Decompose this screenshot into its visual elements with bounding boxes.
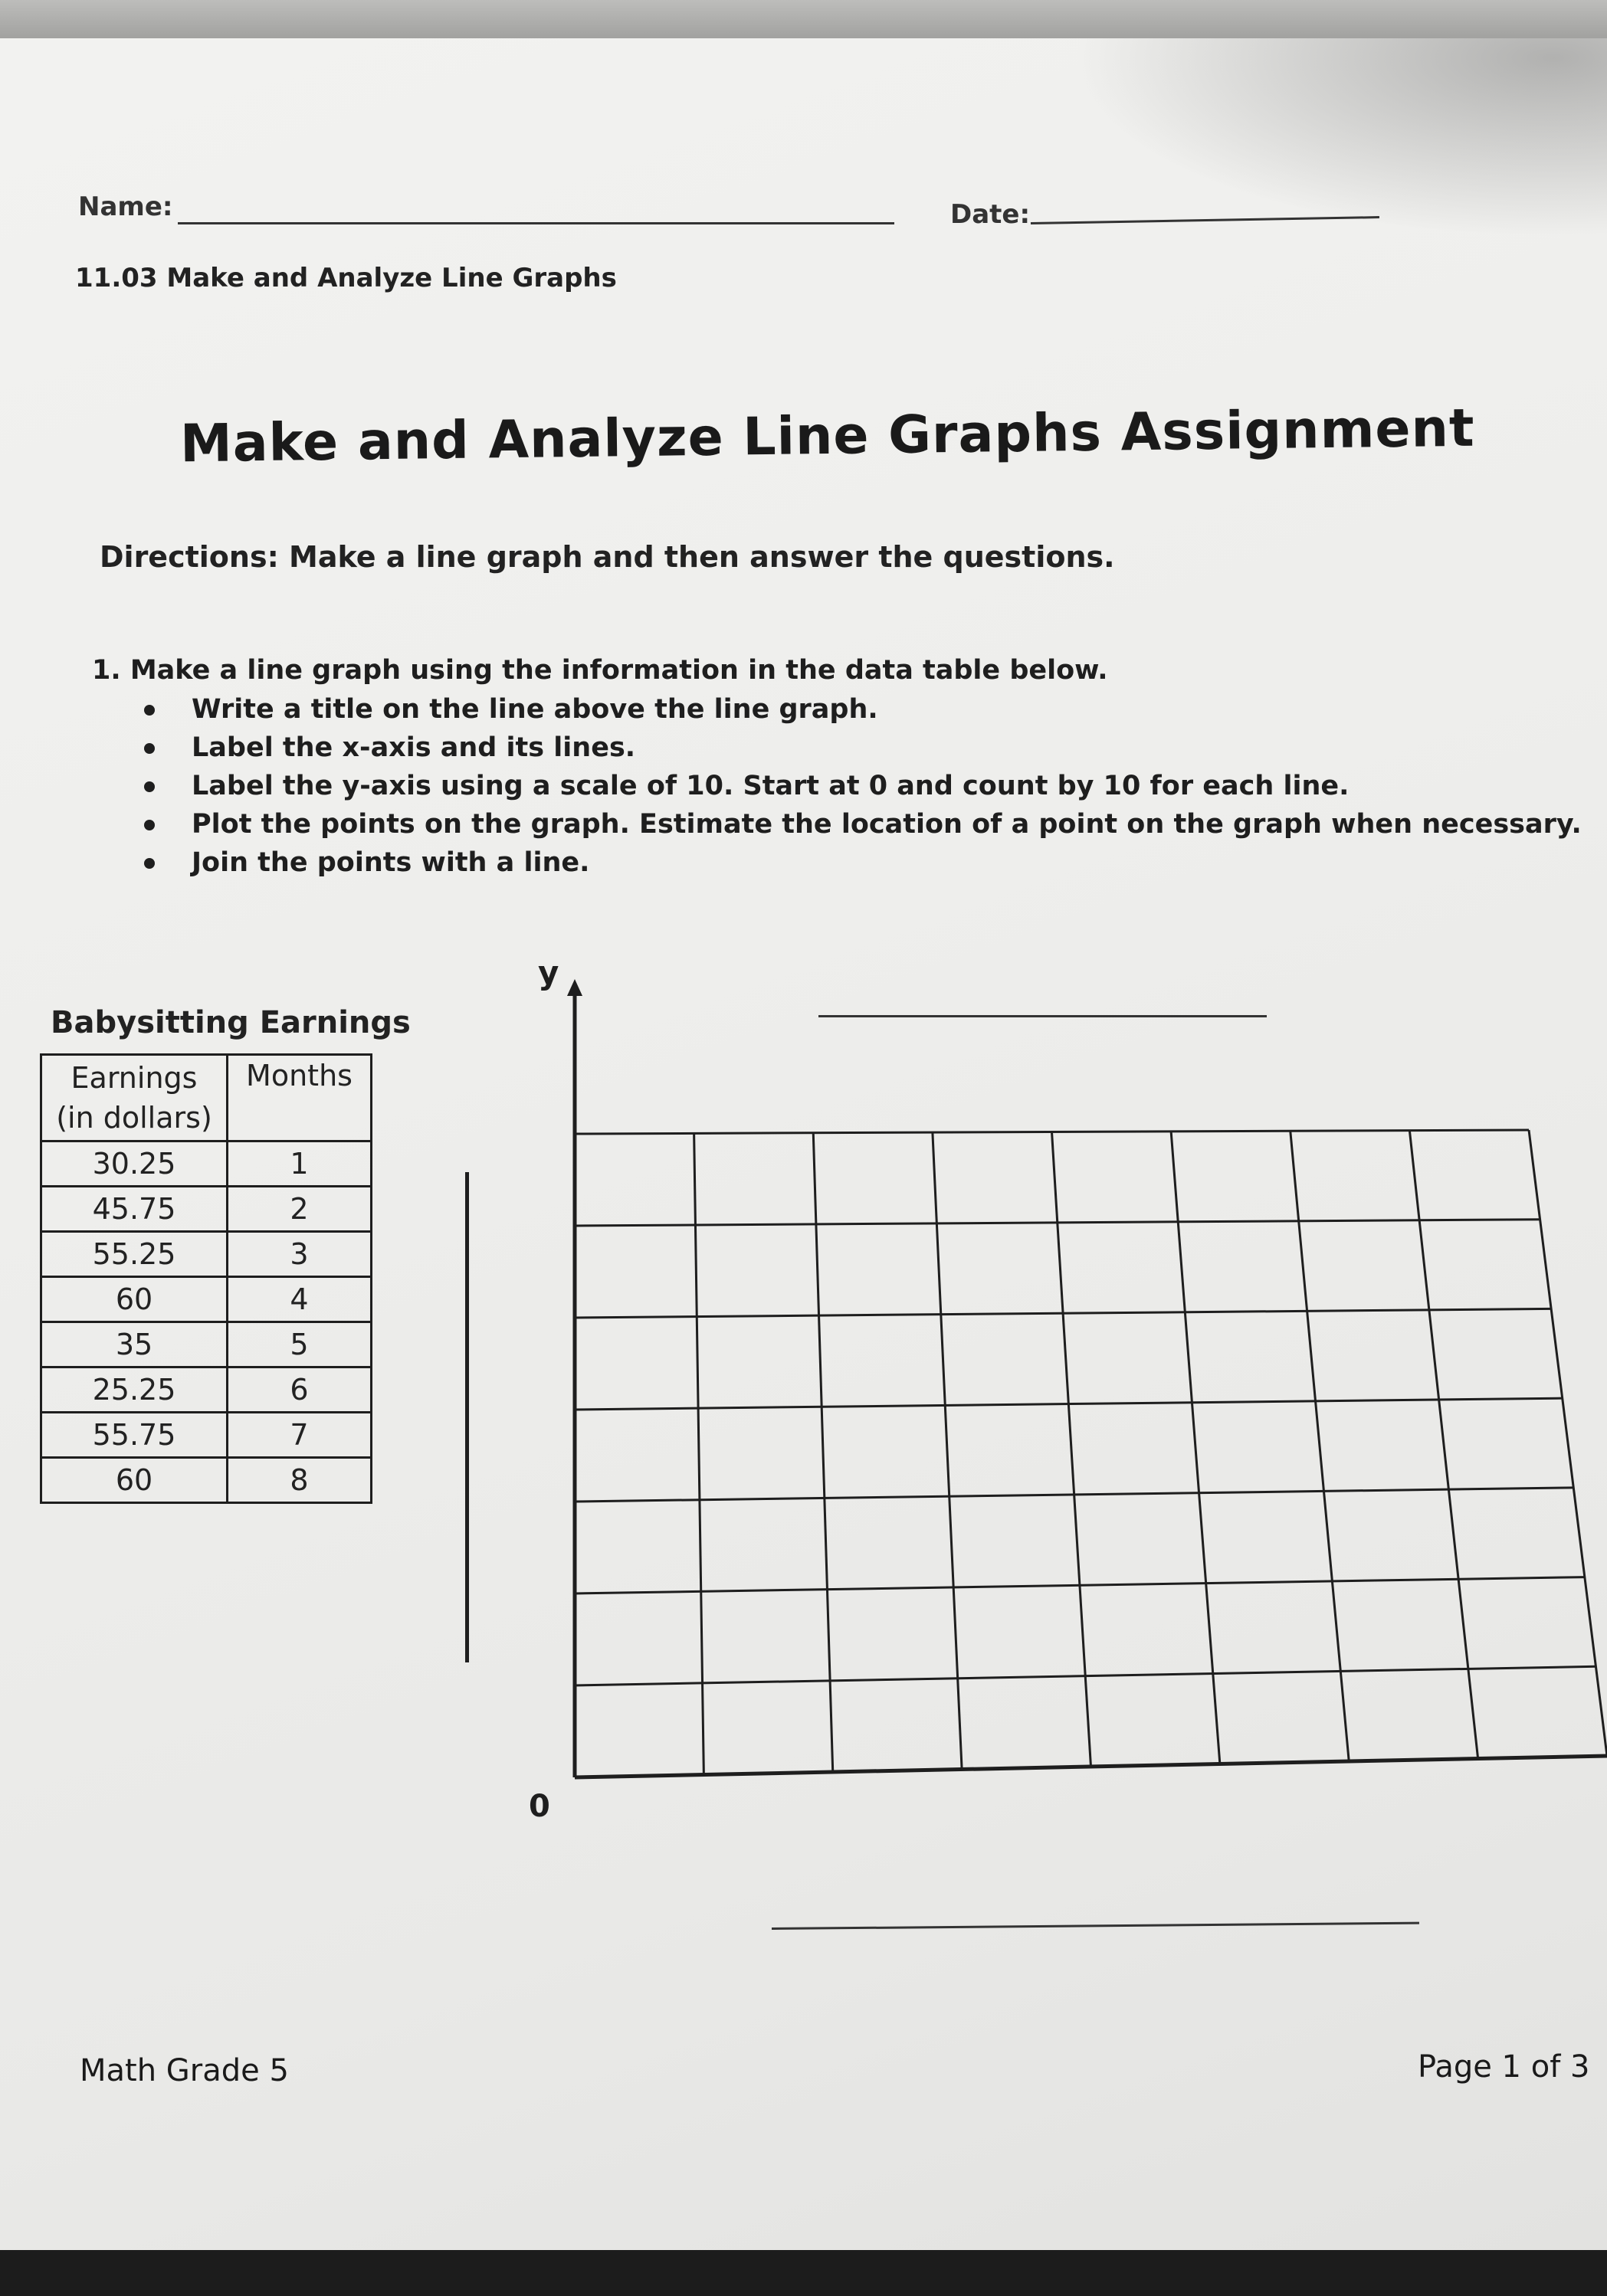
table-row (41, 1187, 372, 1232)
earnings-cell: 30.25 (41, 1141, 228, 1187)
table-title: Babysitting Earnings (51, 1005, 411, 1040)
origin-label: 0 (529, 1789, 550, 1824)
bullet-icon (144, 743, 155, 754)
month-cell: 4 (228, 1277, 372, 1322)
question-1-text: 1. Make a line graph using the information in the data table below. (92, 655, 1108, 686)
month-cell: 5 (228, 1322, 372, 1367)
earnings-cell: 45.75 (41, 1187, 228, 1232)
month-cell: 8 (228, 1458, 372, 1503)
table-surface (0, 2250, 1607, 2296)
name-line[interactable] (178, 222, 894, 224)
month-cell: 1 (228, 1141, 372, 1187)
earnings-cell: 35 (41, 1322, 228, 1367)
earnings-cell: 25.25 (41, 1367, 228, 1413)
instruction-item (192, 847, 1582, 886)
date-label: Date: (950, 199, 1031, 230)
name-label: Name: (78, 192, 173, 222)
table-row (41, 1232, 372, 1277)
month-cell: 2 (228, 1187, 372, 1232)
grid-column-line (1409, 1131, 1477, 1759)
worksheet-page (0, 38, 1607, 2260)
y-axis-label: y (538, 954, 559, 991)
date-line[interactable] (1031, 216, 1379, 224)
table-row (41, 1367, 372, 1413)
table-row (41, 1277, 372, 1322)
grid-column-line (813, 1133, 833, 1772)
table-row (41, 1458, 372, 1503)
month-cell: 6 (228, 1367, 372, 1413)
header-line-2: (in dollars) (56, 1101, 212, 1135)
grid-column-line (1291, 1131, 1350, 1761)
instruction-item (192, 732, 1582, 771)
earnings-cell: 55.25 (41, 1232, 228, 1277)
earnings-table-wrapper (40, 1053, 372, 1504)
instruction-item (192, 771, 1582, 809)
shadow-overlay (1071, 38, 1607, 237)
earnings-cell: 60 (41, 1458, 228, 1503)
grid-column-line (1171, 1132, 1220, 1764)
grid-column-line (1529, 1130, 1607, 1756)
instruction-text: Join the points with a line. (192, 847, 590, 878)
instruction-text: Plot the points on the graph. Estimate the location of a point on the graph when necessary. (192, 809, 1582, 840)
y-axis-arrow-icon (567, 979, 582, 996)
footer-page-number: Page 1 of 3 (1418, 2049, 1590, 2085)
lesson-subtitle: 11.03 Make and Analyze Line Graphs (75, 263, 617, 293)
month-cell: 3 (228, 1232, 372, 1277)
instruction-item (192, 809, 1582, 847)
answer-line[interactable] (772, 1922, 1419, 1930)
table-row (41, 1322, 372, 1367)
grid-column-line (933, 1132, 962, 1769)
earnings-cell: 60 (41, 1277, 228, 1322)
table-row (41, 1413, 372, 1458)
table-row (41, 1141, 372, 1187)
earnings-table (40, 1053, 372, 1504)
month-cell: 7 (228, 1413, 372, 1458)
grid-column-line (694, 1133, 704, 1774)
grid-lines (575, 1130, 1607, 1777)
earnings-column-header (41, 1055, 228, 1141)
grid-column-line (1052, 1132, 1091, 1767)
instruction-text: Label the x-axis and its lines. (192, 732, 636, 763)
earnings-cell: 55.75 (41, 1413, 228, 1458)
instruction-text: Write a title on the line above the line graph. (192, 694, 878, 725)
bullet-icon (144, 705, 155, 716)
instruction-item (192, 694, 1582, 732)
instruction-text: Label the y-axis using a scale of 10. Start at 0 and count by 10 for each line. (192, 771, 1350, 801)
line-graph-grid[interactable] (552, 973, 1607, 1831)
table-header-row (41, 1055, 372, 1141)
footer-course: Math Grade 5 (80, 2053, 289, 2088)
page-title: Make and Analyze Line Graphs Assignment (179, 398, 1475, 475)
instruction-list (192, 694, 1582, 886)
months-column-header: Months (228, 1055, 372, 1141)
bullet-icon (144, 820, 155, 830)
directions-text: Directions: Make a line graph and then answer the questions. (100, 540, 1115, 574)
bullet-icon (144, 858, 155, 869)
bullet-icon (144, 781, 155, 792)
y-axis-label-line[interactable] (465, 1172, 469, 1662)
header-line-1: Earnings (71, 1061, 198, 1095)
